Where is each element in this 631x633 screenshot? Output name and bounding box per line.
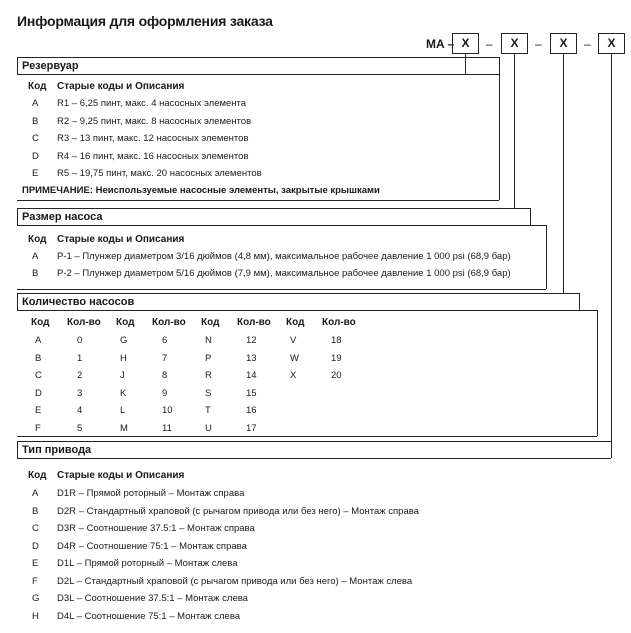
- page-title: Информация для оформления заказа: [17, 13, 273, 29]
- row-description: R5 – 19,75 пинт, макс. 20 насосных элементов: [57, 168, 262, 179]
- pump-count-code: P: [205, 352, 212, 364]
- pump-count-qty: 4: [77, 405, 83, 416]
- pump-count-qty: 17: [246, 422, 257, 434]
- row-code: B: [32, 268, 39, 279]
- pump-count-code: B: [35, 352, 42, 364]
- pump-count-qty: 19: [331, 352, 342, 364]
- pump-count-code: E: [35, 405, 42, 416]
- col-header-qty: Кол-во: [67, 317, 101, 328]
- col-header-code: Код: [28, 81, 47, 92]
- pump-count-qty: 12: [246, 335, 257, 346]
- pump-count-qty: 20: [331, 370, 342, 381]
- row-description: D2R – Стандартный храповой (с рычагом привода или без него) – Монтаж справа: [57, 505, 419, 517]
- pump-count-qty: 5: [77, 422, 83, 434]
- pump-count-code: H: [120, 352, 127, 364]
- row-description: D4L – Соотношение 75:1 – Монтаж слева: [57, 610, 241, 622]
- row-code: B: [32, 505, 39, 517]
- section-rule: [17, 225, 530, 226]
- code-dash: –: [535, 37, 542, 51]
- pump-count-qty: 13: [246, 352, 257, 364]
- pump-count-qty: 8: [162, 370, 168, 381]
- col-header-qty: Кол-во: [152, 317, 186, 328]
- row-code: C: [32, 523, 39, 534]
- row-description: D1L – Прямой роторный – Монтаж слева: [57, 558, 238, 569]
- row-code: E: [32, 168, 39, 179]
- pump-count-code: S: [205, 387, 212, 399]
- col-header-desc: Старые коды и Описания: [57, 234, 185, 245]
- section-rule: [17, 310, 579, 311]
- connector-line: [597, 310, 598, 436]
- pump-count-qty: 1: [77, 352, 83, 364]
- pump-count-qty: 11: [162, 422, 172, 434]
- section-header-drive-type: Тип привода: [17, 441, 612, 458]
- row-description: R4 – 16 пинт, макс. 16 насосных элементов: [57, 150, 249, 162]
- code-dash: –: [584, 37, 591, 51]
- pump-count-code: R: [205, 370, 212, 381]
- row-description: R2 – 9,25 пинт, макс. 8 насосных элементов: [57, 115, 252, 127]
- pump-count-code: C: [35, 370, 42, 381]
- connector-line: [611, 54, 612, 458]
- col-header-qty: Кол-во: [237, 317, 271, 328]
- code-box-reservoir: X: [452, 33, 479, 54]
- connector-line: [563, 54, 564, 293]
- section-header-pump-count: Количество насосов: [17, 293, 580, 310]
- row-description: D1R – Прямой роторный – Монтаж справа: [57, 488, 245, 499]
- row-code: C: [32, 133, 39, 144]
- pump-count-qty: 3: [77, 387, 83, 399]
- section-rule: [17, 436, 597, 437]
- reservoir-note: ПРИМЕЧАНИЕ: Неиспользуемые насосные элементы, закрытые крышками: [22, 185, 380, 196]
- connector-line: [530, 225, 546, 226]
- code-dash: –: [486, 37, 493, 51]
- pump-count-code: V: [290, 335, 297, 346]
- row-description: R3 – 13 пинт, макс. 12 насосных элементов: [57, 133, 249, 144]
- col-header-code: Код: [286, 317, 305, 328]
- row-description: D2L – Стандартный храповой (с рычагом привода или без него) – Монтаж слева: [57, 575, 413, 587]
- col-header-code: Код: [28, 470, 47, 481]
- pump-count-code: G: [120, 335, 128, 346]
- row-description: D3R – Соотношение 37.5:1 – Монтаж справа: [57, 523, 255, 534]
- connector-line: [546, 225, 547, 289]
- section-rule: [17, 200, 499, 201]
- section-header-reservoir: Резервуар: [17, 57, 500, 74]
- code-box-drive-type: X: [598, 33, 625, 54]
- pump-count-code: W: [290, 352, 299, 364]
- row-code: E: [32, 558, 39, 569]
- pump-count-qty: 2: [77, 370, 83, 381]
- pump-count-qty: 16: [246, 405, 257, 416]
- pump-count-code: N: [205, 335, 212, 346]
- pump-count-qty: 18: [331, 335, 342, 346]
- row-code: A: [32, 251, 39, 262]
- col-header-code: Код: [31, 317, 50, 328]
- row-code: D: [32, 150, 39, 162]
- col-header-code: Код: [201, 317, 220, 328]
- row-code: A: [32, 488, 39, 499]
- pump-count-qty: 6: [162, 335, 168, 346]
- section-rule: [17, 74, 499, 75]
- row-code: H: [32, 610, 39, 622]
- col-header-code: Код: [116, 317, 135, 328]
- pump-count-code: D: [35, 387, 42, 399]
- col-header-desc: Старые коды и Описания: [57, 470, 185, 481]
- connector-line: [579, 310, 597, 311]
- col-header-qty: Кол-во: [322, 317, 356, 328]
- pump-count-qty: 14: [246, 370, 257, 381]
- pump-count-code: A: [35, 335, 42, 346]
- row-code: F: [32, 575, 38, 587]
- row-description: D4R – Соотношение 75:1 – Монтаж справа: [57, 540, 247, 552]
- row-code: B: [32, 115, 39, 127]
- pump-count-qty: 0: [77, 335, 83, 346]
- col-header-desc: Старые коды и Описания: [57, 81, 185, 92]
- pump-count-code: K: [120, 387, 127, 399]
- pump-count-code: F: [35, 422, 41, 434]
- model-prefix: MA –: [426, 37, 455, 51]
- pump-count-qty: 10: [162, 405, 173, 416]
- connector-line: [499, 74, 500, 200]
- pump-count-code: T: [205, 405, 211, 416]
- row-description: D3L – Соотношение 37.5:1 – Монтаж слева: [57, 593, 248, 604]
- section-header-pump-size: Размер насоса: [17, 208, 531, 225]
- row-code: D: [32, 540, 39, 552]
- row-code: G: [32, 593, 40, 604]
- connector-line: [514, 54, 515, 208]
- pump-count-code: U: [205, 422, 212, 434]
- pump-count-qty: 15: [246, 387, 257, 399]
- row-description: P-2 – Плунжер диаметром 5/16 дюймов (7,9 мм), максимальное рабочее давление 1 000 psi (68,9 бар): [57, 268, 511, 279]
- pump-count-qty: 7: [162, 352, 168, 364]
- pump-count-code: L: [120, 405, 126, 416]
- pump-count-code: M: [120, 422, 128, 434]
- col-header-code: Код: [28, 234, 47, 245]
- code-box-pump-count: X: [550, 33, 577, 54]
- section-rule: [17, 458, 611, 459]
- row-description: P-1 – Плунжер диаметром 3/16 дюймов (4,8 мм), максимальное рабочее давление 1 000 psi (68,9 бар): [57, 251, 511, 262]
- pump-count-code: J: [120, 370, 125, 381]
- pump-count-code: X: [290, 370, 297, 381]
- row-description: R1 – 6,25 пинт, макс. 4 насосных элемента: [57, 98, 247, 109]
- pump-count-qty: 9: [162, 387, 168, 399]
- code-box-pump-size: X: [501, 33, 528, 54]
- section-rule: [17, 289, 546, 290]
- row-code: A: [32, 98, 39, 109]
